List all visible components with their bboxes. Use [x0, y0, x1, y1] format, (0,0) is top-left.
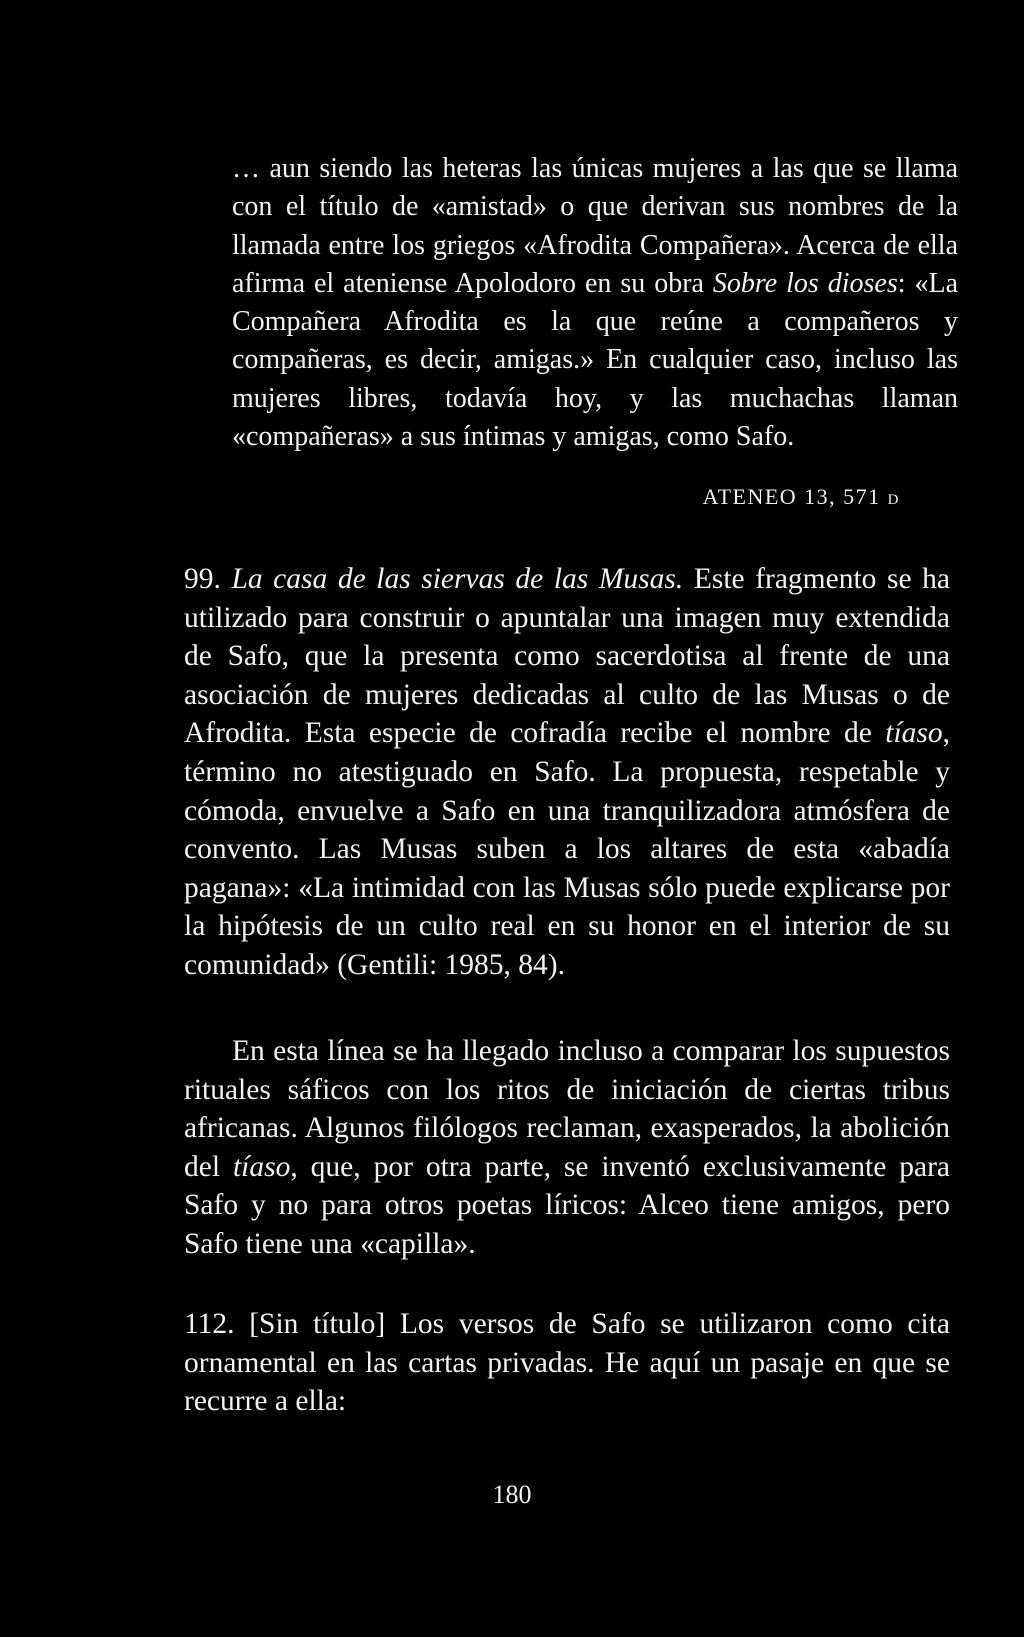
section-text-1: Este fragmento se ha utilizado para construir o apuntalar una imagen muy extendida de Safo, que la presenta como sacerdotisa al frente de una asociación de mujeres dedicadas al culto de las Musas o de Afrodita. Esta especie de cofradía recibe el nombre de	[184, 563, 950, 750]
term-tiaso: tíaso	[885, 717, 943, 750]
section-text-3: En esta línea se ha llegado incluso a comparar los supuestos rituales sáficos con los ritos de iniciación de ciertas tribus africanas. Algunos filólogos reclaman, exasperados, la abolición del	[184, 1035, 950, 1183]
section-title: La casa de las siervas de las Musas.	[231, 563, 684, 595]
quote-text-2: : «La Compañera Afrodita es la que reúne a compañeros y compañeras, es decir, amigas.» En cualquier caso, incluso las mujeres libres, todavía hoy, y las muchachas llaman «compañeras» a sus íntimas y amigas, como Safo.	[232, 267, 959, 453]
section-text-2: , término no atestiguado en Safo. La propuesta, respetable y cómoda, envuelve a Safo en una tranquilizadora atmósfera de convento. Las Musas suben a los altares de esta «abadía pagana»: «La intimidad con las Musas sólo puede explicarse por la hipótesis de un culto real en su honor en el interior de su comunidad» (Gentili: 1985, 84).	[184, 717, 950, 981]
quote-citation: ATENEO 13, 571 d	[702, 484, 900, 509]
section-112-number: 112.	[184, 1308, 235, 1340]
work-title: Sobre los dioses	[712, 267, 898, 299]
block-quote	[232, 150, 958, 456]
section-number: 99.	[184, 563, 221, 595]
section-99-paragraph-1	[184, 560, 950, 985]
quote-text-1: … aun siendo las heteras las únicas mujeres a las que se llama con el título de «amistad» o que derivan sus nombres de la llamada entre los griegos «Afrodita Compañera». Acerca de ella afirma el ateniense Apolodoro en su obra	[232, 153, 958, 299]
term-tiaso-2: tíaso	[232, 1150, 291, 1183]
section-99-paragraph-2	[184, 1032, 950, 1264]
section-112-text: [Sin título] Los versos de Safo se utilizaron como cita ornamental en las cartas privadas. He aquí un pasaje en que se recurre a ella:	[184, 1308, 950, 1418]
section-112-paragraph	[184, 1305, 950, 1421]
section-text-4: , que, por otra parte, se inventó exclusivamente para Safo y no para otros poetas líricos: Alceo tiene amigos, pero Safo tiene una «capilla».	[184, 1150, 950, 1260]
page-number: 180	[492, 1480, 532, 1509]
